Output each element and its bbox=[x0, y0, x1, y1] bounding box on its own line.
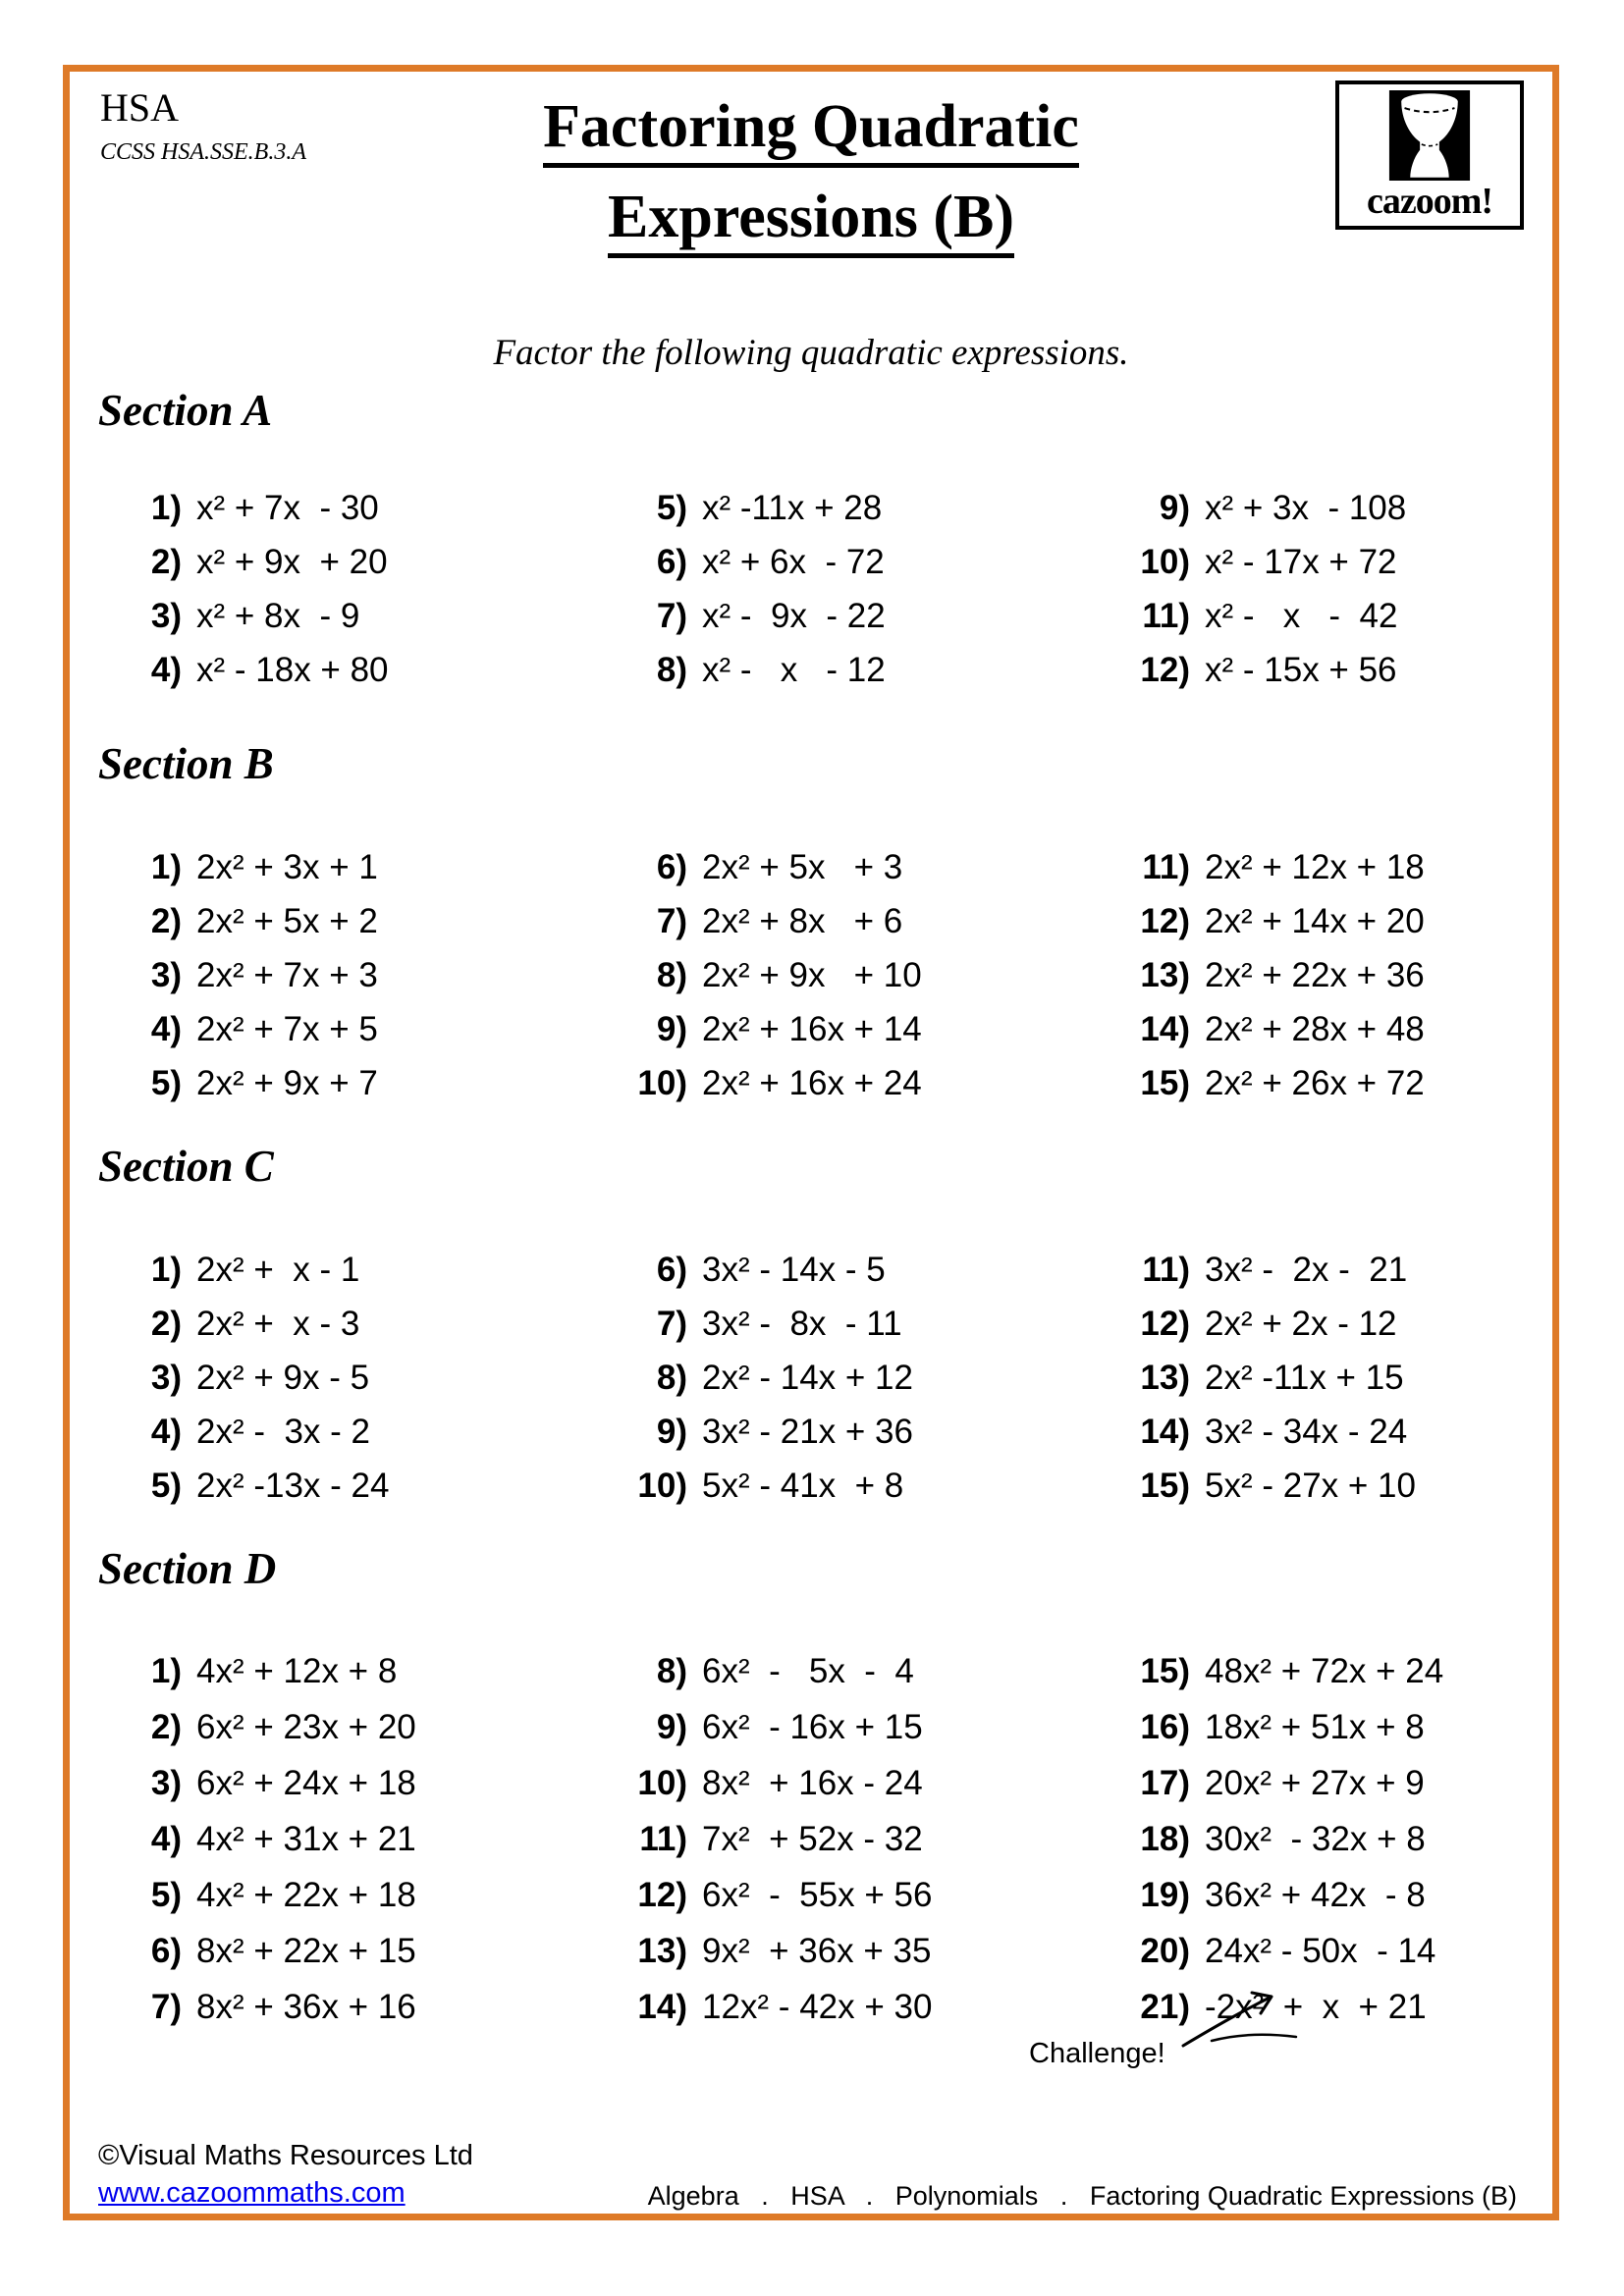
problem-row bbox=[609, 948, 1110, 1002]
problem-expression: 2x² + 5x + 2 bbox=[196, 902, 378, 940]
problem-expression: 6x² + 23x + 20 bbox=[196, 1708, 416, 1746]
problem-expression: 2x² + 12x + 18 bbox=[1205, 848, 1425, 886]
problem-row bbox=[1111, 1643, 1563, 1699]
section-b-heading: Section B bbox=[98, 739, 274, 788]
problem-number: 3) bbox=[150, 597, 182, 635]
problem-row bbox=[1111, 1923, 1563, 1979]
title-line-1: Factoring Quadratic bbox=[63, 82, 1559, 173]
problem-number: 3) bbox=[150, 1359, 182, 1397]
problem-expression: x² + 8x - 9 bbox=[196, 597, 360, 635]
problem-expression: 2x² + 9x + 10 bbox=[702, 956, 922, 994]
problem-expression: 2x² + 5x + 3 bbox=[702, 848, 903, 886]
problem-number: 1) bbox=[150, 848, 182, 886]
problem-number: 1) bbox=[150, 489, 182, 527]
problem-row bbox=[1111, 1297, 1563, 1351]
problem-row bbox=[103, 535, 604, 589]
problem-expression: 48x² + 72x + 24 bbox=[1205, 1652, 1444, 1690]
problem-number: 11) bbox=[1142, 848, 1190, 886]
section-d-heading: Section D bbox=[98, 1544, 277, 1593]
problem-expression: x² - 9x - 22 bbox=[702, 597, 886, 635]
problem-row bbox=[1111, 1002, 1563, 1056]
problem-expression: x² -11x + 28 bbox=[702, 489, 883, 527]
problem-number: 9) bbox=[656, 1413, 687, 1451]
challenge-label: Challenge! bbox=[1029, 2038, 1165, 2069]
problem-number: 13) bbox=[637, 1932, 687, 1970]
problem-row bbox=[609, 1056, 1110, 1110]
cazoom-logo bbox=[1335, 80, 1524, 230]
problem-row bbox=[609, 1459, 1110, 1513]
problem-number: 7) bbox=[656, 1305, 687, 1343]
problem-row bbox=[103, 1923, 604, 1979]
problem-number: 7) bbox=[656, 597, 687, 635]
problem-expression: 3x² - 34x - 24 bbox=[1205, 1413, 1408, 1451]
djembe-drum-icon bbox=[1386, 90, 1473, 181]
problem-row bbox=[1111, 894, 1563, 948]
problem-row bbox=[103, 1979, 604, 2035]
problem-number: 9) bbox=[656, 1708, 687, 1746]
problem-number: 12) bbox=[1140, 902, 1190, 940]
problem-number: 6) bbox=[150, 1932, 182, 1970]
section-c-heading: Section C bbox=[98, 1142, 274, 1191]
problem-expression: -2x² + x + 21 bbox=[1205, 1988, 1427, 2026]
problem-expression: 2x² + 16x + 24 bbox=[702, 1064, 922, 1102]
section-d-column-3 bbox=[1111, 1643, 1563, 2035]
problem-expression: 18x² + 51x + 8 bbox=[1205, 1708, 1425, 1746]
website-link[interactable]: www.cazoommaths.com bbox=[98, 2177, 406, 2209]
problem-row bbox=[609, 894, 1110, 948]
problem-row bbox=[609, 1002, 1110, 1056]
problem-expression: 2x² + 28x + 48 bbox=[1205, 1010, 1425, 1048]
section-b-column-3 bbox=[1111, 840, 1563, 1110]
problem-number: 1) bbox=[150, 1652, 182, 1690]
problem-expression: x² + 3x - 108 bbox=[1205, 489, 1407, 527]
problem-number: 12) bbox=[1140, 1305, 1190, 1343]
problem-row bbox=[1111, 1699, 1563, 1755]
problem-number: 6) bbox=[656, 1251, 687, 1289]
problem-row bbox=[1111, 1243, 1563, 1297]
problem-number: 12) bbox=[637, 1876, 687, 1914]
problem-expression: x² - 15x + 56 bbox=[1205, 651, 1397, 689]
problem-expression: 2x² + 9x + 7 bbox=[196, 1064, 378, 1102]
section-d-column-2 bbox=[609, 1643, 1110, 2035]
problem-row bbox=[103, 1755, 604, 1811]
problem-number: 11) bbox=[1142, 1251, 1190, 1289]
problem-row bbox=[103, 1459, 604, 1513]
problem-expression: 3x² - 14x - 5 bbox=[702, 1251, 886, 1289]
section-a-column-1 bbox=[103, 481, 604, 697]
problem-row bbox=[103, 1002, 604, 1056]
problem-number: 15) bbox=[1140, 1467, 1190, 1505]
problem-number: 10) bbox=[637, 1064, 687, 1102]
problem-expression: 4x² + 22x + 18 bbox=[196, 1876, 416, 1914]
problem-row bbox=[609, 1297, 1110, 1351]
problem-number: 10) bbox=[637, 1764, 687, 1802]
problem-row bbox=[103, 1405, 604, 1459]
problem-expression: 6x² - 55x + 56 bbox=[702, 1876, 933, 1914]
problem-number: 6) bbox=[656, 543, 687, 581]
problem-row bbox=[609, 1643, 1110, 1699]
problem-expression: 2x² + 16x + 14 bbox=[702, 1010, 922, 1048]
section-b-column-1 bbox=[103, 840, 604, 1110]
problem-row bbox=[1111, 1056, 1563, 1110]
problem-row bbox=[609, 643, 1110, 697]
problem-row bbox=[103, 1243, 604, 1297]
problem-row bbox=[103, 1699, 604, 1755]
breadcrumb: Algebra . HSA . Polynomials . Factoring Quadratic Expressions (B) bbox=[647, 2181, 1517, 2211]
section-a-heading: Section A bbox=[98, 386, 273, 435]
section-a-column-2 bbox=[609, 481, 1110, 697]
problem-number: 4) bbox=[150, 1820, 182, 1858]
problem-number: 10) bbox=[1140, 543, 1190, 581]
problem-number: 21) bbox=[1140, 1988, 1190, 2026]
logo-wordmark: cazoom! bbox=[1366, 181, 1493, 222]
section-c-column-3 bbox=[1111, 1243, 1563, 1513]
problem-number: 5) bbox=[656, 489, 687, 527]
problem-number: 1) bbox=[150, 1251, 182, 1289]
problem-number: 3) bbox=[150, 1764, 182, 1802]
problem-number: 8) bbox=[656, 956, 687, 994]
problem-row bbox=[609, 1923, 1110, 1979]
problem-expression: 2x² + 7x + 5 bbox=[196, 1010, 378, 1048]
problem-row bbox=[1111, 1405, 1563, 1459]
problem-expression: 5x² - 41x + 8 bbox=[702, 1467, 904, 1505]
problem-number: 11) bbox=[639, 1820, 687, 1858]
problem-expression: x² - x - 42 bbox=[1205, 597, 1398, 635]
problem-number: 9) bbox=[656, 1010, 687, 1048]
problem-number: 8) bbox=[656, 1652, 687, 1690]
problem-row bbox=[103, 948, 604, 1002]
problem-expression: 3x² - 8x - 11 bbox=[702, 1305, 902, 1343]
problem-row bbox=[1111, 535, 1563, 589]
problem-number: 4) bbox=[150, 1010, 182, 1048]
problem-number: 9) bbox=[1159, 489, 1190, 527]
problem-expression: 5x² - 27x + 10 bbox=[1205, 1467, 1416, 1505]
problem-expression: x² - 18x + 80 bbox=[196, 651, 389, 689]
problem-number: 6) bbox=[656, 848, 687, 886]
section-c-column-1 bbox=[103, 1243, 604, 1513]
problem-number: 5) bbox=[150, 1467, 182, 1505]
problem-expression: 2x² + 14x + 20 bbox=[1205, 902, 1425, 940]
problem-row bbox=[103, 1056, 604, 1110]
problem-row bbox=[609, 481, 1110, 535]
problem-expression: 2x² - 3x - 2 bbox=[196, 1413, 370, 1451]
problem-expression: 2x² + 8x + 6 bbox=[702, 902, 903, 940]
problem-expression: 9x² + 36x + 35 bbox=[702, 1932, 932, 1970]
problem-number: 18) bbox=[1140, 1820, 1190, 1858]
problem-number: 14) bbox=[637, 1988, 687, 2026]
problem-expression: 2x² + 9x - 5 bbox=[196, 1359, 370, 1397]
problem-row bbox=[1111, 1755, 1563, 1811]
section-b-column-2 bbox=[609, 840, 1110, 1110]
problem-expression: 6x² - 16x + 15 bbox=[702, 1708, 923, 1746]
problem-number: 12) bbox=[1140, 651, 1190, 689]
problem-row bbox=[609, 1811, 1110, 1867]
problem-row bbox=[1111, 643, 1563, 697]
problem-expression: x² - x - 12 bbox=[702, 651, 886, 689]
problem-number: 5) bbox=[150, 1064, 182, 1102]
problem-number: 8) bbox=[656, 1359, 687, 1397]
problem-expression: 6x² + 24x + 18 bbox=[196, 1764, 416, 1802]
problem-expression: 2x² + 26x + 72 bbox=[1205, 1064, 1425, 1102]
problem-number: 17) bbox=[1140, 1764, 1190, 1802]
problem-expression: 2x² -11x + 15 bbox=[1205, 1359, 1404, 1397]
problem-expression: 2x² + x - 3 bbox=[196, 1305, 360, 1343]
problem-expression: x² + 9x + 20 bbox=[196, 543, 388, 581]
problem-expression: 36x² + 42x - 8 bbox=[1205, 1876, 1426, 1914]
ccss-reference: CCSS HSA.SSE.B.3.A bbox=[100, 139, 306, 165]
problem-number: 5) bbox=[150, 1876, 182, 1914]
section-a-column-3 bbox=[1111, 481, 1563, 697]
copyright-text: ©Visual Maths Resources Ltd bbox=[98, 2140, 473, 2171]
hand-drawn-underline-icon bbox=[1210, 2030, 1298, 2049]
problem-expression: 2x² + 7x + 3 bbox=[196, 956, 378, 994]
problem-number: 8) bbox=[656, 651, 687, 689]
problem-number: 13) bbox=[1140, 956, 1190, 994]
problem-row bbox=[103, 1643, 604, 1699]
problem-number: 11) bbox=[1142, 597, 1190, 635]
problem-expression: 8x² + 36x + 16 bbox=[196, 1988, 416, 2026]
problem-row bbox=[609, 1243, 1110, 1297]
problem-expression: x² + 7x - 30 bbox=[196, 489, 379, 527]
problem-row bbox=[609, 1867, 1110, 1923]
problem-row bbox=[1111, 1459, 1563, 1513]
problem-expression: 4x² + 31x + 21 bbox=[196, 1820, 416, 1858]
problem-expression: 3x² - 21x + 36 bbox=[702, 1413, 913, 1451]
instruction-text: Factor the following quadratic expressions. bbox=[493, 333, 1129, 373]
problem-row bbox=[1111, 589, 1563, 643]
problem-number: 2) bbox=[150, 543, 182, 581]
problem-expression: 2x² - 14x + 12 bbox=[702, 1359, 913, 1397]
title-line-2: Expressions (B) bbox=[63, 173, 1559, 263]
problem-number: 15) bbox=[1140, 1652, 1190, 1690]
problem-expression: 2x² + x - 1 bbox=[196, 1251, 360, 1289]
problem-expression: x² + 6x - 72 bbox=[702, 543, 885, 581]
problem-row bbox=[1111, 1867, 1563, 1923]
problem-number: 2) bbox=[150, 1305, 182, 1343]
problem-expression: 2x² + 2x - 12 bbox=[1205, 1305, 1397, 1343]
problem-row bbox=[1111, 948, 1563, 1002]
standard-code: HSA bbox=[100, 85, 180, 130]
problem-row bbox=[609, 1699, 1110, 1755]
problem-expression: 12x² - 42x + 30 bbox=[702, 1988, 933, 2026]
problem-expression: 6x² - 5x - 4 bbox=[702, 1652, 914, 1690]
problem-row bbox=[609, 589, 1110, 643]
section-d-column-1 bbox=[103, 1643, 604, 2035]
problem-row bbox=[103, 589, 604, 643]
problem-number: 19) bbox=[1140, 1876, 1190, 1914]
problem-expression: 3x² - 2x - 21 bbox=[1205, 1251, 1408, 1289]
problem-row bbox=[1111, 481, 1563, 535]
problem-row bbox=[103, 1867, 604, 1923]
problem-number: 2) bbox=[150, 902, 182, 940]
problem-expression: 8x² + 16x - 24 bbox=[702, 1764, 923, 1802]
problem-expression: 2x² + 3x + 1 bbox=[196, 848, 378, 886]
problem-number: 7) bbox=[150, 1988, 182, 2026]
problem-expression: 30x² - 32x + 8 bbox=[1205, 1820, 1426, 1858]
problem-number: 4) bbox=[150, 1413, 182, 1451]
problem-row bbox=[609, 1979, 1110, 2035]
problem-row bbox=[103, 840, 604, 894]
problem-number: 2) bbox=[150, 1708, 182, 1746]
problem-number: 3) bbox=[150, 956, 182, 994]
problem-number: 13) bbox=[1140, 1359, 1190, 1397]
problem-expression: 2x² + 22x + 36 bbox=[1205, 956, 1425, 994]
problem-expression: 2x² -13x - 24 bbox=[196, 1467, 390, 1505]
problem-row bbox=[609, 840, 1110, 894]
problem-row bbox=[103, 1811, 604, 1867]
problem-number: 10) bbox=[637, 1467, 687, 1505]
problem-row bbox=[103, 1351, 604, 1405]
section-c-column-2 bbox=[609, 1243, 1110, 1513]
problem-number: 15) bbox=[1140, 1064, 1190, 1102]
problem-row bbox=[1111, 840, 1563, 894]
problem-row bbox=[609, 535, 1110, 589]
problem-number: 20) bbox=[1140, 1932, 1190, 1970]
problem-number: 7) bbox=[656, 902, 687, 940]
problem-expression: 24x² - 50x - 14 bbox=[1205, 1932, 1436, 1970]
problem-expression: 4x² + 12x + 8 bbox=[196, 1652, 398, 1690]
problem-row bbox=[1111, 1351, 1563, 1405]
problem-number: 4) bbox=[150, 651, 182, 689]
problem-expression: 7x² + 52x - 32 bbox=[702, 1820, 923, 1858]
problem-expression: x² - 17x + 72 bbox=[1205, 543, 1397, 581]
problem-row bbox=[1111, 1811, 1563, 1867]
problem-expression: 20x² + 27x + 9 bbox=[1205, 1764, 1425, 1802]
problem-row bbox=[609, 1351, 1110, 1405]
problem-row bbox=[609, 1755, 1110, 1811]
problem-row bbox=[103, 894, 604, 948]
problem-number: 16) bbox=[1140, 1708, 1190, 1746]
problem-row bbox=[609, 1405, 1110, 1459]
problem-row bbox=[103, 643, 604, 697]
problem-expression: 8x² + 22x + 15 bbox=[196, 1932, 416, 1970]
problem-row bbox=[103, 481, 604, 535]
problem-number: 14) bbox=[1140, 1413, 1190, 1451]
problem-number: 14) bbox=[1140, 1010, 1190, 1048]
problem-row bbox=[103, 1297, 604, 1351]
